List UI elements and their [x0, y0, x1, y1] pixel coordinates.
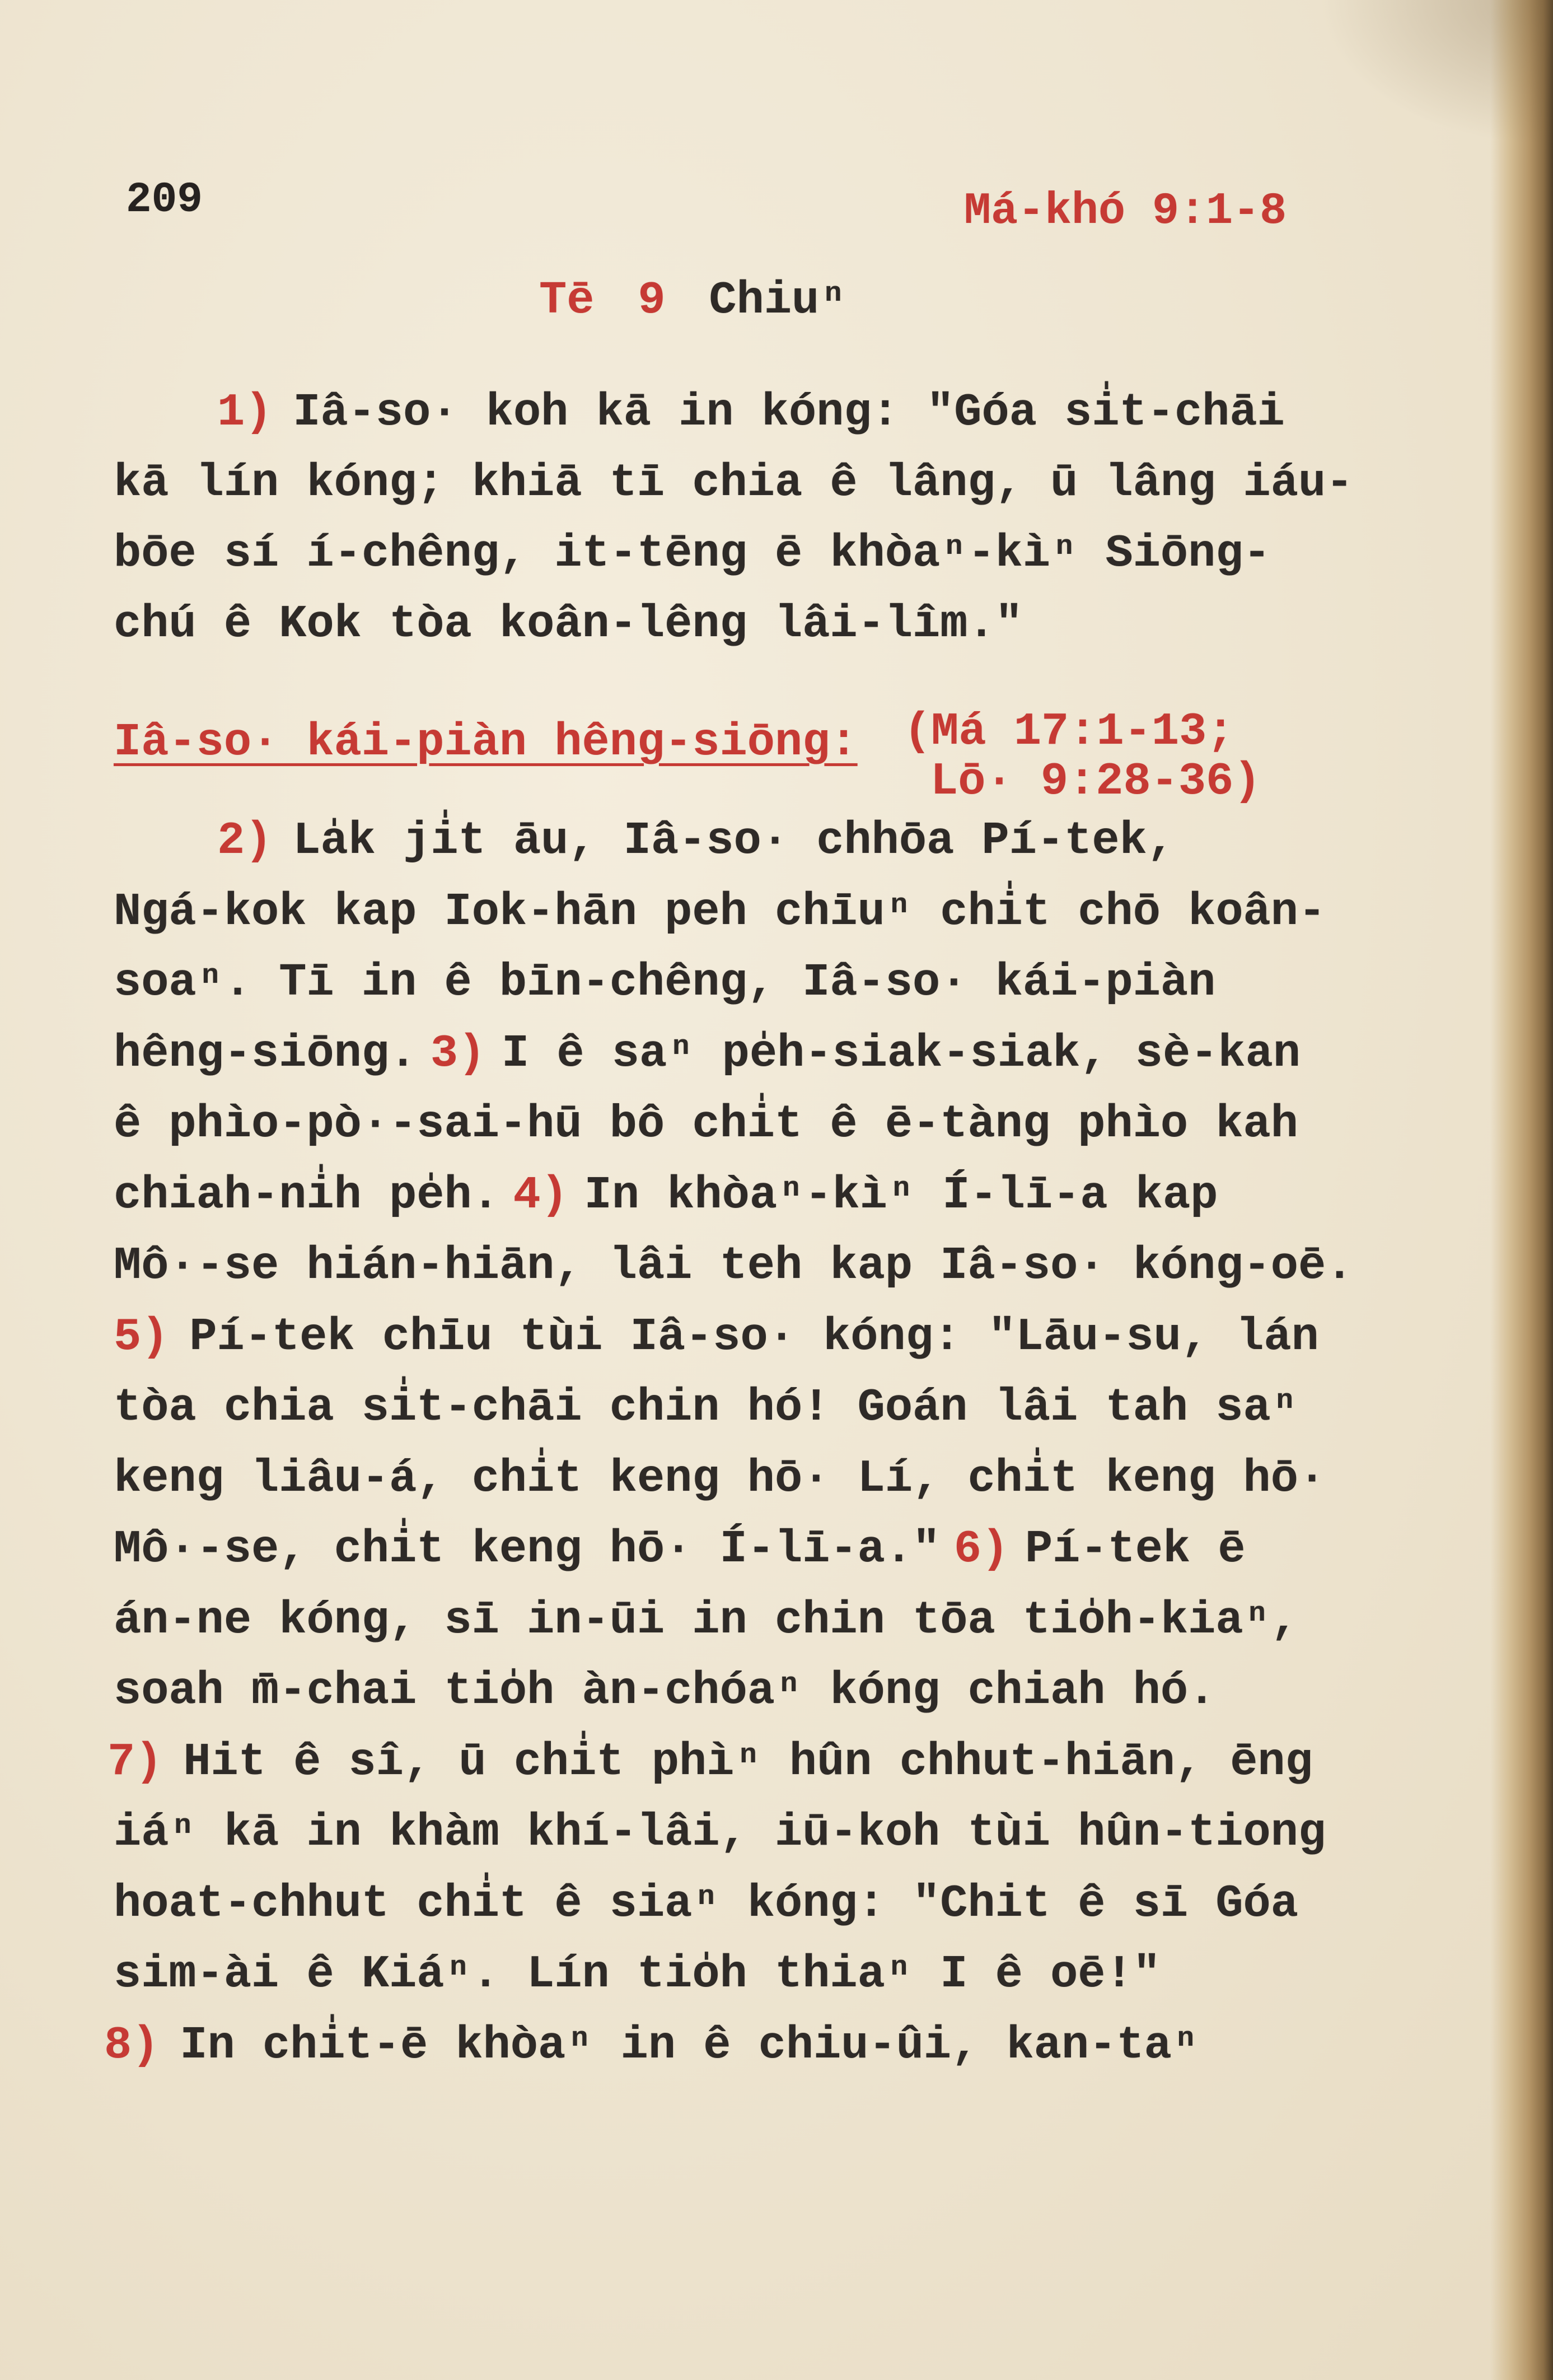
- verse-number: 7): [107, 1736, 163, 1788]
- verse-number: 4): [513, 1169, 568, 1221]
- verse-number: 6): [953, 1523, 1009, 1575]
- verse-text: Pí-tek chīu tùi Iâ-so· kóng: "Lāu-su, lán: [189, 1311, 1319, 1363]
- verse-number: 5): [114, 1311, 169, 1363]
- verse-text: chiah-ni̍h pe̍h.: [114, 1169, 499, 1221]
- text-line: [114, 1523, 1246, 1575]
- verse-text: hêng-siōng.: [114, 1028, 417, 1080]
- verse-text: Iâ-so· koh kā in kóng: "Góa si̍t-chāi: [293, 386, 1285, 438]
- verse-number: 2): [217, 815, 273, 867]
- text-line: [114, 1311, 1319, 1363]
- verse-text: I ê saⁿ pe̍h-siak-siak, sè-kan: [502, 1028, 1301, 1080]
- text-line: án-ne kóng, sī in-ūi in chin tōa tio̍h-kiaⁿ,: [114, 1594, 1298, 1646]
- verse-text: Pí-tek ē: [1025, 1523, 1246, 1575]
- text-line: hoat-chhut chi̍t ê siaⁿ kóng: "Chit ê sī Góa: [114, 1878, 1298, 1930]
- text-line: [217, 386, 1285, 438]
- cross-reference: (Má 17:1-13;: [904, 706, 1234, 758]
- cross-reference: Lō· 9:28-36): [930, 755, 1261, 808]
- chapter-word: Chiuⁿ: [709, 274, 847, 326]
- running-head: Má-khó 9:1-8: [964, 186, 1287, 237]
- text-line: soaⁿ. Tī in ê bīn-chêng, Iâ-so· kái-piàn: [114, 956, 1216, 1009]
- text-line: [114, 1028, 1301, 1080]
- text-line: kā lín kóng; khiā tī chia ê lâng, ū lâng iáu-: [114, 457, 1354, 509]
- text-line: [217, 815, 1175, 867]
- text-line: soah m̄-chai tio̍h àn-chóaⁿ kóng chiah hó.: [114, 1665, 1216, 1717]
- text-line: [104, 2019, 1200, 2071]
- verse-text: In khòaⁿ-kìⁿ Í-lī-a kap: [584, 1169, 1218, 1221]
- text-line: [114, 1169, 1218, 1221]
- text-line: Mô·-se hián-hiān, lâi teh kap Iâ-so· kóng-oē.: [114, 1240, 1354, 1292]
- chapter-number: 9: [638, 274, 666, 326]
- text-line: iáⁿ kā in khàm khí-lâi, iū-koh tùi hûn-tiong: [114, 1807, 1326, 1859]
- text-line: chú ê Kok tòa koân-lêng lâi-lîm.": [114, 598, 1023, 650]
- verse-number: 1): [217, 386, 273, 438]
- verse-number: 8): [104, 2019, 160, 2071]
- verse-text: Hit ê sî, ū chi̍t phìⁿ hûn chhut-hiān, ēng: [183, 1736, 1313, 1788]
- text-line: tòa chia si̍t-chāi chin hó! Goán lâi tah saⁿ: [114, 1382, 1298, 1434]
- text-line: ê phìo-pò·-sai-hū bô chi̍t ê ē-tàng phìo kah: [114, 1098, 1298, 1150]
- text-line: [107, 1736, 1313, 1788]
- verse-text: La̍k ji̍t āu, Iâ-so· chhōa Pí-tek,: [293, 815, 1175, 867]
- verse-text: Mô·-se, chi̍t keng hō· Í-lī-a.": [114, 1523, 941, 1575]
- text-line: bōe sí í-chêng, it-tēng ē khòaⁿ-kìⁿ Siōng-: [114, 528, 1271, 580]
- chapter-prefix: Tē: [539, 274, 595, 326]
- text-line: Ngá-kok kap Iok-hān peh chīuⁿ chi̍t chō koân-: [114, 886, 1326, 938]
- book-binding-edge: [1490, 0, 1553, 2380]
- text-line: sim-ài ê Kiáⁿ. Lín tio̍h thiaⁿ I ê oē!": [114, 1948, 1161, 2000]
- page-number: 209: [126, 176, 203, 224]
- text-line: keng liâu-á, chi̍t keng hō· Lí, chi̍t keng hō·: [114, 1453, 1326, 1505]
- verse-text: In chi̍t-ē khòaⁿ in ê chiu-ûi, kan-taⁿ: [180, 2019, 1200, 2071]
- chapter-title: [539, 274, 847, 326]
- page-corner-shade: [1318, 0, 1553, 146]
- verse-number: 3): [430, 1028, 486, 1080]
- section-heading: Iâ-so· kái-piàn hêng-siōng:: [114, 716, 858, 768]
